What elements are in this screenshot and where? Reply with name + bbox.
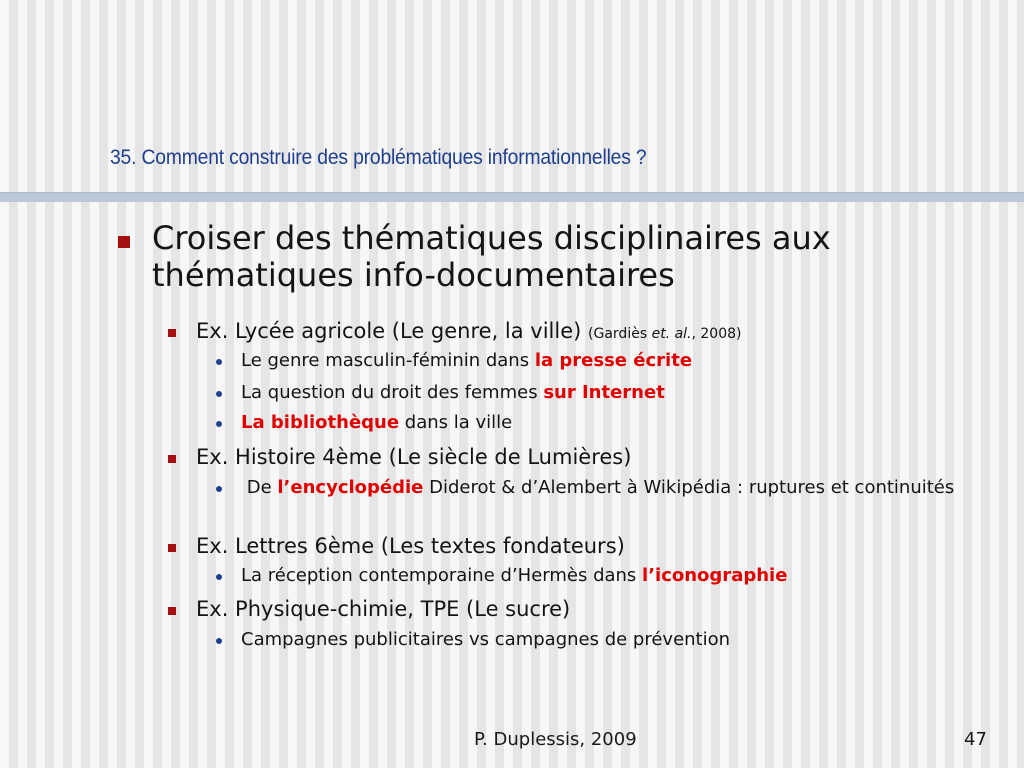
square-bullet-icon (168, 544, 176, 552)
slide-title: 35. Comment construire des problématiques informationnelles ? (110, 146, 647, 169)
sub-item-text (241, 629, 986, 651)
sub-item-text (241, 412, 986, 434)
example-label: Ex. Lycée agricole (Le genre, la ville) (196, 319, 582, 343)
citation (588, 326, 741, 342)
example-label: Ex. Histoire 4ème (Le siècle de Lumières) (196, 445, 632, 469)
dot-bullet-icon (216, 391, 222, 397)
sub-item-before: La question du droit des femmes (241, 382, 544, 403)
square-bullet-icon (118, 236, 130, 248)
dot-bullet-icon (216, 574, 222, 580)
citation-italic: et. al. (651, 326, 692, 342)
sub-item-before: Campagnes publicitaires vs campagnes de prévention (241, 629, 731, 650)
dot-bullet-icon (216, 421, 222, 427)
square-bullet-icon (168, 455, 176, 463)
example-label: Ex. Physique-chimie, TPE (Le sucre) (196, 597, 571, 621)
sub-item-highlight: l’iconographie (642, 565, 788, 586)
dot-bullet-icon (216, 359, 222, 365)
sub-item-highlight: l’encyclopédie (277, 477, 424, 498)
footer-author: P. Duplessis, 2009 (474, 729, 637, 750)
sub-item-text (241, 382, 986, 404)
sub-item-before: Le genre masculin-féminin dans (241, 350, 535, 371)
sub-item-before: De (241, 477, 278, 498)
square-bullet-icon (168, 329, 176, 337)
sub-item-text (241, 477, 986, 499)
sub-item-text (241, 565, 986, 587)
sub-item-highlight: sur Internet (543, 382, 665, 403)
sub-item-after: Diderot & d’Alembert à Wikipédia : ruptures et continuités (423, 477, 955, 498)
citation-open: (Gardiès (588, 326, 652, 342)
citation-close: , 2008) (691, 326, 742, 342)
sub-item-text (241, 350, 986, 372)
square-bullet-icon (168, 607, 176, 615)
main-bullet-text: Croiser des thématiques disciplinaires aux thématiques info-documentaires (152, 219, 831, 294)
sub-item-highlight: La bibliothèque (241, 412, 400, 433)
dot-bullet-icon (216, 638, 222, 644)
sub-item-before: La réception contemporaine d’Hermès dans (241, 565, 643, 586)
sub-item-after: dans la ville (399, 412, 513, 433)
page-number: 47 (964, 729, 987, 750)
sub-item-highlight: la presse écrite (534, 350, 693, 371)
dot-bullet-icon (216, 486, 222, 492)
example-label: Ex. Lettres 6ème (Les textes fondateurs) (196, 534, 625, 558)
example-label-line (196, 318, 742, 347)
